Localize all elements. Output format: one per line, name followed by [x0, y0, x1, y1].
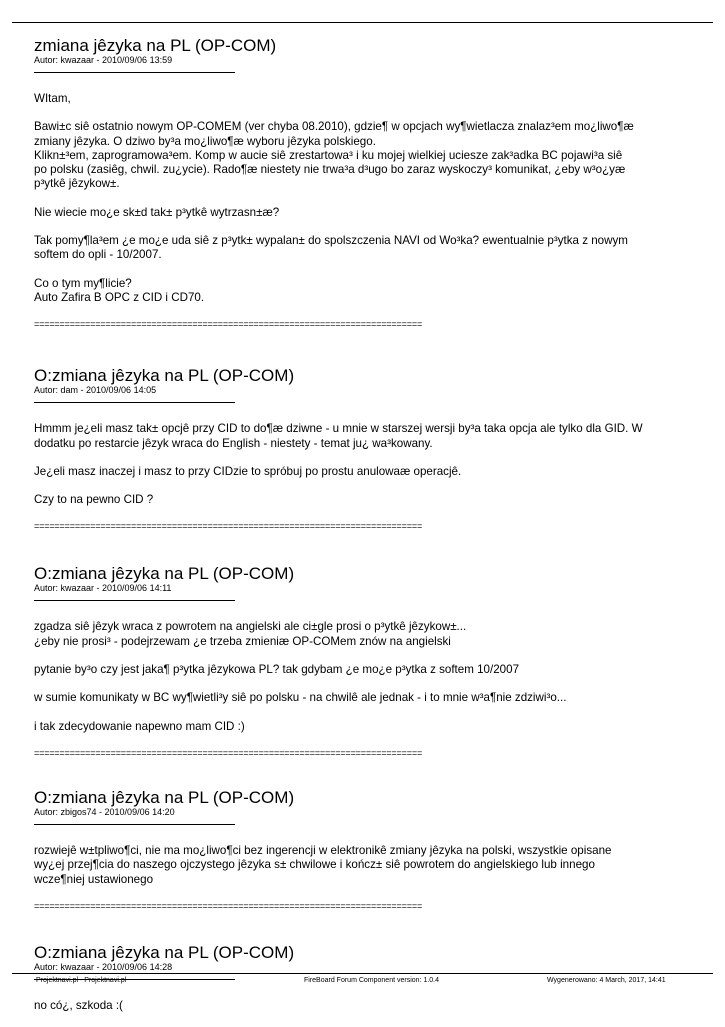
post-title: O:zmiana jêzyka na PL (OP-COM)	[34, 942, 295, 962]
post-line: Bawi±c siê ostatnio nowym OP-COMEM (ver chyba 08.2010), gdzie¶ w opcjach wy¶wietlacza znalaz³em mo¿liwo¶æ	[34, 120, 634, 134]
post-line: Auto Zafira B OPC z CID i CD70.	[34, 290, 205, 304]
post-paragraph	[34, 465, 694, 479]
post-paragraph	[34, 844, 694, 887]
forum-post	[34, 366, 694, 531]
post-author-meta: Autor: kwazaar - 2010/09/06 14:11	[34, 583, 172, 594]
forum-post	[34, 36, 694, 329]
meta-underline	[34, 600, 235, 601]
post-line: pytanie by³o czy jest jaka¶ p³ytka jêzykowa PL? tak gdybam ¿e mo¿e p³ytka z softem 10/2007	[34, 663, 520, 677]
post-paragraph	[34, 120, 694, 191]
post-line: WItam,	[34, 92, 71, 105]
post-line: dodatku po restarcie jêzyk wraca do English - niestety - temat ju¿ wa³kowany.	[34, 436, 433, 450]
post-line: Co o tym my¶licie?	[34, 276, 132, 290]
post-paragraph	[34, 422, 694, 451]
post-line: wcze¶niej ustawionego	[34, 872, 154, 886]
footer-rule	[12, 973, 713, 974]
footer-generated-date: Wygenerowano: 4 March, 2017, 14:41	[547, 977, 666, 984]
post-paragraph	[34, 691, 694, 705]
forum-post	[34, 788, 694, 911]
post-body	[34, 620, 694, 733]
post-paragraph	[34, 999, 694, 1013]
post-line: zgadza siê jêzyk wraca z powrotem na angielski ale ci±gle prosi o p³ytkê jêzykow±...	[34, 620, 467, 634]
footer-site: Projektnavi.pl - Projektnavi.pl	[36, 977, 127, 984]
meta-underline	[34, 72, 235, 73]
post-separator: ============================================================================	[34, 747, 423, 758]
post-author-meta: Autor: kwazaar - 2010/09/06 13:59	[34, 55, 173, 65]
post-line: po polsku (zasiêg, chwil. zu¿ycie). Rado¶æ niestety nie trwa³a d³ugo bo zaraz wyskoczy³ komunikat, ¿eby w³o¿yæ	[34, 163, 626, 177]
post-line: softem do opli - 10/2007.	[34, 248, 162, 262]
post-paragraph	[34, 92, 694, 106]
post-body	[34, 92, 694, 305]
post-line: Nie wiecie mo¿e sk±d tak± p³ytkê wytrzasn±æ?	[34, 205, 280, 219]
post-line: Czy to na pewno CID ?	[34, 493, 154, 507]
post-separator: ============================================================================	[34, 521, 423, 532]
post-paragraph	[34, 234, 694, 263]
post-title: O:zmiana jêzyka na PL (OP-COM)	[34, 366, 295, 386]
post-paragraph	[34, 277, 694, 306]
meta-underline	[34, 402, 235, 403]
post-body	[34, 422, 694, 507]
footer-component-version: FireBoard Forum Component version: 1.0.4	[304, 977, 440, 984]
post-line: i tak zdecydowanie napewno mam CID :)	[34, 719, 245, 733]
post-line: ¿eby nie prosi³ - podejrzewam ¿e trzeba zmieniæ OP-COMem znów na angielski	[34, 634, 451, 648]
post-paragraph	[34, 493, 694, 507]
post-title: O:zmiana jêzyka na PL (OP-COM)	[34, 564, 295, 584]
post-line: rozwiejê w±tpliwo¶ci, nie ma mo¿liwo¶ci bez ingerencji w elektronikê zmiany jêzyka na polski, wszystkie opisane	[34, 843, 612, 857]
post-paragraph	[34, 663, 694, 677]
post-author-meta: Autor: dam - 2010/09/06 14:05	[34, 385, 157, 396]
post-title: O:zmiana jêzyka na PL (OP-COM)	[34, 787, 295, 807]
post-line: w sumie komunikaty w BC wy¶wietli³y siê po polsku - na chwilê ale jednak - i to mnie w³a¶nie zdziwi³o...	[34, 691, 567, 705]
post-body	[34, 999, 694, 1013]
post-body	[34, 844, 694, 887]
posts-container	[34, 36, 694, 1027]
post-line: Tak pomy¶la³em ¿e mo¿e uda siê z p³ytk± wypalan± do spolszczenia NAVI od Wo³ka? ewentualnie p³ytka z nowym	[34, 234, 628, 248]
post-separator: ============================================================================	[34, 900, 423, 911]
post-line: Je¿eli masz inaczej i masz to przy CIDzie to spróbuj po prostu anulowaæ operacjê.	[34, 464, 462, 478]
post-line: p³ytkê jêzykow±.	[34, 177, 120, 191]
top-rule	[12, 22, 713, 23]
post-author-meta: Autor: zbigos74 - 2010/09/06 14:20	[34, 806, 175, 817]
meta-underline	[34, 824, 235, 825]
post-line: Hmmm je¿eli masz tak± opcjê przy CID to do¶æ dziwne - u mnie w starszej wersji by³a taka opcja ale tylko dla GID. W	[34, 422, 643, 436]
post-paragraph	[34, 720, 694, 734]
post-paragraph	[34, 620, 694, 649]
post-author-meta: Autor: kwazaar - 2010/09/06 14:28	[34, 961, 173, 972]
post-line: zmiany jêzyka. O dziwo by³a mo¿liwo¶æ wyboru jêzyka polskiego.	[34, 134, 376, 148]
forum-post	[34, 564, 694, 757]
post-title: zmiana jêzyka na PL (OP-COM)	[34, 36, 277, 55]
post-paragraph	[34, 206, 694, 220]
post-separator: ============================================================================	[34, 319, 423, 330]
post-line: wy¿ej przej¶cia do naszego ojczystego jêzyka s± chwilowe i kończ± siê powrotem do angielskiego lub innego	[34, 858, 595, 872]
post-line: Klikn±³em, zaprogramowa³em. Komp w aucie siê zrestartowa³ i ku mojej wielkiej uciesze zak³adka BC pojawi³a siê	[34, 148, 623, 162]
post-line: no có¿, szkoda :(	[34, 998, 123, 1012]
